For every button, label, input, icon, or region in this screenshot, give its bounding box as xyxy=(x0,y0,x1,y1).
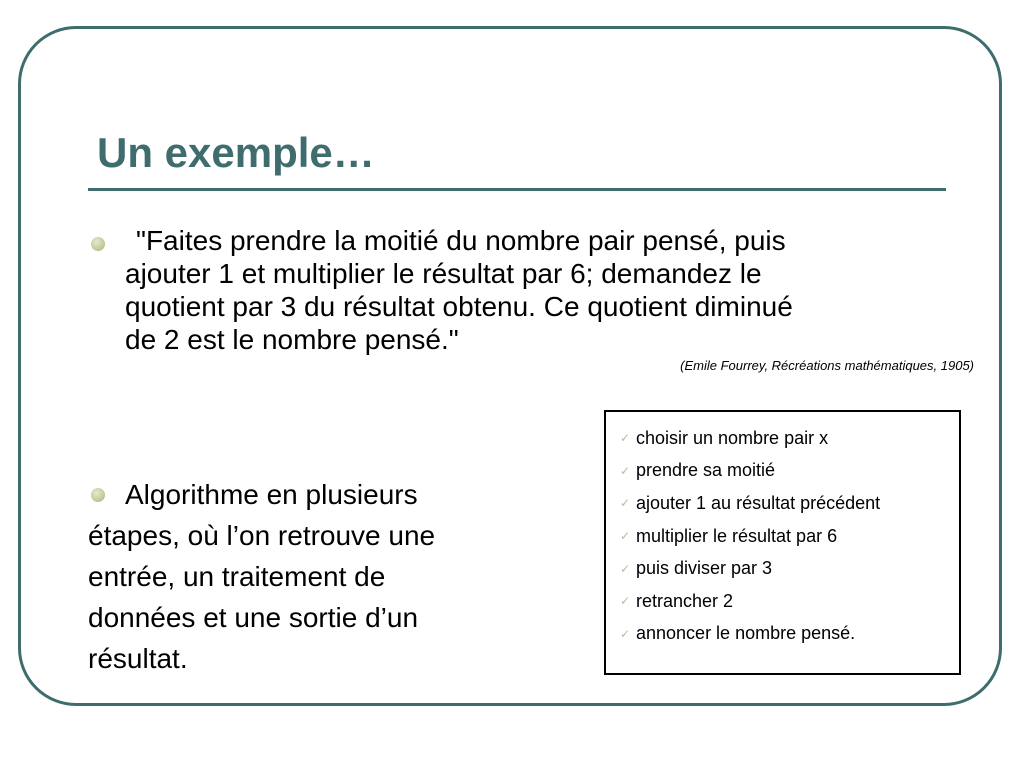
algorithm-line: Algorithme en plusieurs xyxy=(125,479,418,510)
algorithm-steps-box xyxy=(604,410,961,675)
step-label: puis diviser par 3 xyxy=(636,558,773,579)
check-icon: ✓ xyxy=(620,594,631,609)
step-item xyxy=(620,520,959,553)
step-item xyxy=(620,455,959,488)
slide-title: Un exemple… xyxy=(97,129,375,176)
quote-line: de 2 est le nombre pensé." xyxy=(125,324,459,355)
check-icon: ✓ xyxy=(620,431,631,446)
step-item xyxy=(620,618,959,651)
algorithm-line: étapes, où l’on retrouve une xyxy=(88,520,436,551)
quote-line: quotient par 3 du résultat obtenu. Ce quotient diminué xyxy=(125,291,793,322)
quote-line: ajouter 1 et multiplier le résultat par 6; demandez le xyxy=(125,258,762,289)
step-item xyxy=(620,552,959,585)
step-label: prendre sa moitié xyxy=(636,460,776,481)
check-icon: ✓ xyxy=(620,496,631,511)
check-icon: ✓ xyxy=(620,561,631,576)
algorithm-line: données et une sortie d’un xyxy=(88,602,419,633)
title-underline xyxy=(88,188,946,191)
algorithm-paragraph xyxy=(88,474,435,679)
quote-line: "Faites prendre la moitié du nombre pair pensé, puis xyxy=(136,225,786,256)
check-icon: ✓ xyxy=(620,626,631,641)
step-label: annoncer le nombre pensé. xyxy=(636,623,856,644)
step-label: choisir un nombre pair x xyxy=(636,427,829,448)
step-label: ajouter 1 au résultat précédent xyxy=(636,492,881,513)
algorithm-line: résultat. xyxy=(88,643,188,674)
step-item xyxy=(620,585,959,618)
check-icon: ✓ xyxy=(620,529,631,544)
step-label: multiplier le résultat par 6 xyxy=(636,525,838,546)
quote-paragraph xyxy=(125,224,965,356)
steps-list xyxy=(606,412,959,650)
algorithm-line: entrée, un traitement de xyxy=(88,561,386,592)
citation: (Emile Fourrey, Récréations mathématiques, 1905) xyxy=(680,358,974,373)
round-bullet-icon xyxy=(91,237,105,251)
step-label: retrancher 2 xyxy=(636,590,734,611)
check-icon: ✓ xyxy=(620,463,631,478)
step-item xyxy=(620,487,959,520)
step-item xyxy=(620,422,959,455)
